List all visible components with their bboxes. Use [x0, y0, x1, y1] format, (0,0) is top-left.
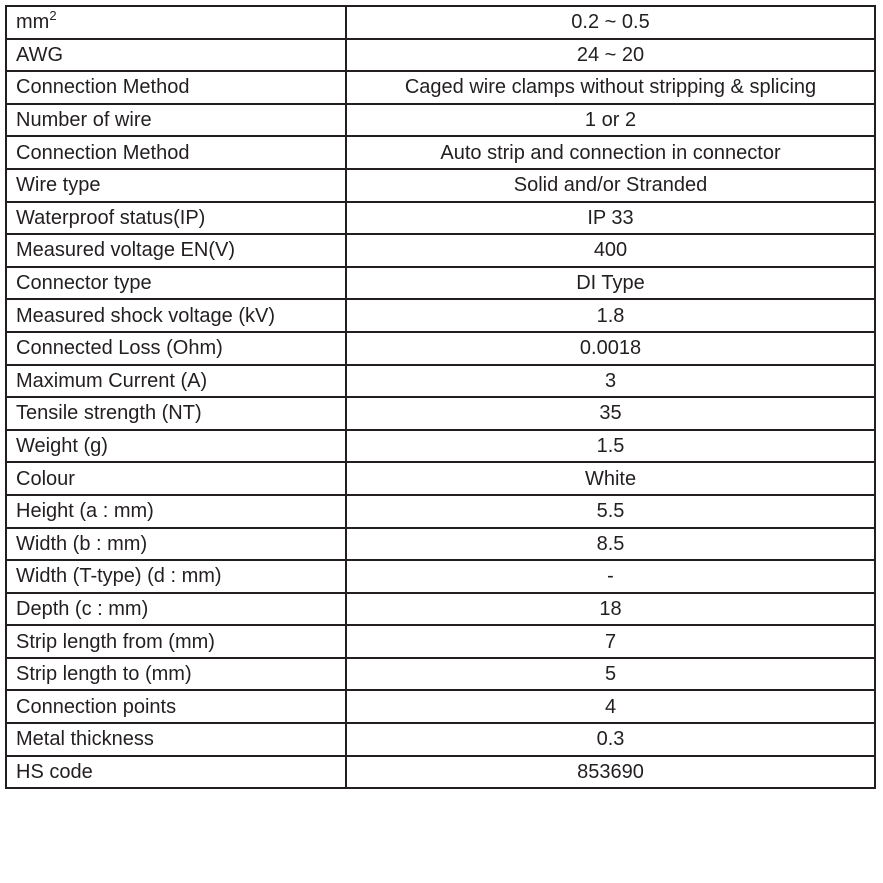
row-label: Connection Method — [6, 136, 346, 169]
table-row — [6, 397, 875, 430]
row-value: 24 ~ 20 — [346, 39, 875, 72]
table-row — [6, 234, 875, 267]
unit-base: mm — [16, 11, 50, 34]
table-row — [6, 332, 875, 365]
row-label: Maximum Current (A) — [6, 365, 346, 398]
row-value: Solid and/or Stranded — [346, 169, 875, 202]
table-row — [6, 756, 875, 789]
table-row — [6, 690, 875, 723]
table-row — [6, 430, 875, 463]
row-value: 5 — [346, 658, 875, 691]
table-row — [6, 625, 875, 658]
table-row — [6, 71, 875, 104]
row-value: 0.0018 — [346, 332, 875, 365]
row-label: Tensile strength (NT) — [6, 397, 346, 430]
row-label: Connection Method — [6, 71, 346, 104]
row-value: 853690 — [346, 756, 875, 789]
row-label: Connector type — [6, 267, 346, 300]
table-row — [6, 267, 875, 300]
table-row — [6, 560, 875, 593]
row-value: White — [346, 462, 875, 495]
table-row — [6, 365, 875, 398]
row-label: AWG — [6, 39, 346, 72]
table-row — [6, 658, 875, 691]
row-value: 1.8 — [346, 299, 875, 332]
table-row — [6, 462, 875, 495]
row-label: Waterproof status(IP) — [6, 202, 346, 235]
row-value: - — [346, 560, 875, 593]
table-row-header — [6, 6, 875, 39]
row-value: 35 — [346, 397, 875, 430]
row-value: 400 — [346, 234, 875, 267]
row-label: Colour — [6, 462, 346, 495]
row-value: DI Type — [346, 267, 875, 300]
row-value: Auto strip and connection in connector — [346, 136, 875, 169]
row-value: 1.5 — [346, 430, 875, 463]
table-row — [6, 528, 875, 561]
row-value: 5.5 — [346, 495, 875, 528]
row-value: 0.2 ~ 0.5 — [346, 6, 875, 39]
row-label: Connection points — [6, 690, 346, 723]
row-value: 18 — [346, 593, 875, 626]
row-label — [6, 6, 346, 39]
row-label: Wire type — [6, 169, 346, 202]
row-label: Weight (g) — [6, 430, 346, 463]
row-label: Width (T-type) (d : mm) — [6, 560, 346, 593]
table-row — [6, 593, 875, 626]
table-row — [6, 169, 875, 202]
row-label: Connected Loss (Ohm) — [6, 332, 346, 365]
row-label: Metal thickness — [6, 723, 346, 756]
table-row — [6, 202, 875, 235]
row-label: Measured shock voltage (kV) — [6, 299, 346, 332]
row-value: 1 or 2 — [346, 104, 875, 137]
row-value: IP 33 — [346, 202, 875, 235]
table-row — [6, 723, 875, 756]
row-label: Strip length from (mm) — [6, 625, 346, 658]
row-label: HS code — [6, 756, 346, 789]
row-label: Height (a : mm) — [6, 495, 346, 528]
unit-superscript: 2 — [49, 8, 57, 24]
row-label: Measured voltage EN(V) — [6, 234, 346, 267]
row-label: Number of wire — [6, 104, 346, 137]
table-row — [6, 299, 875, 332]
row-label: Depth (c : mm) — [6, 593, 346, 626]
table-row — [6, 495, 875, 528]
table-row — [6, 136, 875, 169]
row-value: 0.3 — [346, 723, 875, 756]
spec-table — [5, 5, 876, 789]
row-value: 3 — [346, 365, 875, 398]
table-row — [6, 39, 875, 72]
table-row — [6, 104, 875, 137]
spec-table-body — [6, 6, 875, 788]
row-value: 4 — [346, 690, 875, 723]
row-value: 7 — [346, 625, 875, 658]
row-label: Width (b : mm) — [6, 528, 346, 561]
row-value: Caged wire clamps without stripping & splicing — [346, 71, 875, 104]
row-value: 8.5 — [346, 528, 875, 561]
row-label: Strip length to (mm) — [6, 658, 346, 691]
